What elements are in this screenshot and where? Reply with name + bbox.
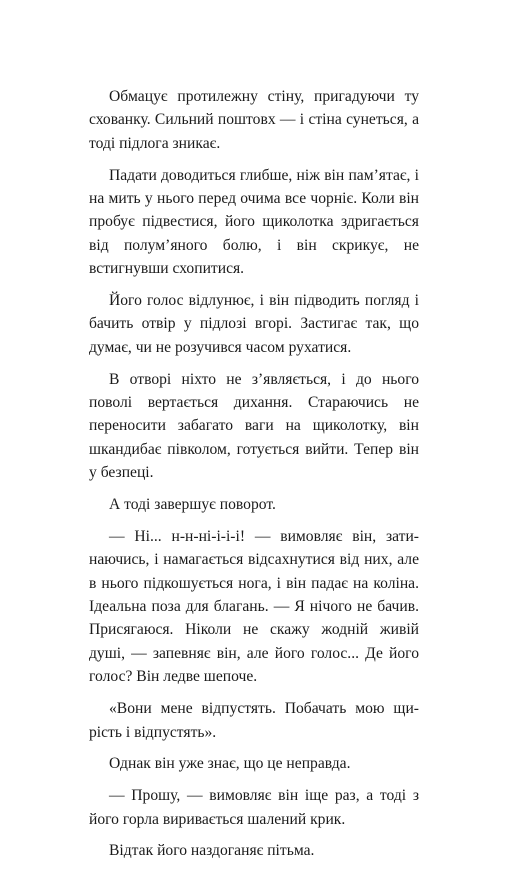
paragraph-10: Відтак його наздоганяє пітьма. [109, 842, 315, 860]
paragraph-2: Падати доводиться глибше, ніж він пам’ятає, і на мить у нього перед очима все чорніє. Коли він пробує підвестися, його щиколотка здригається від полум’яного болю, і він скрикує, не встигнувши схопитися. [89, 166, 419, 278]
paragraph-3: Його голос відлунює, і він підводить погляд і бачить отвір у підлозі вгорі. Застигає так, що думає, чи не розучився часом рухатися. [89, 292, 419, 356]
book-page [89, 85, 419, 871]
paragraph-8: Однак він уже знає, що це неправда. [109, 755, 351, 773]
paragraph-6: — Ні... н-н-ні-і-і-і! — вимовляє він, затинаючись, і намагається відсахнутися від них, але в нього підкошується нога, і він падає на коліна. Ідеальна поза для благань. — Я нічого не бачив. Присягаюся. Ніколи не скажу жодній живій душі, — запевняє він, але його голос... Де його голос? Він ледве шепоче. [89, 527, 419, 686]
paragraph-7: «Вони мене відпустять. Побачать мою щирість і відпустять». [89, 700, 419, 741]
paragraph-9: — Прошу, — вимовляє він іще раз, а тоді з його горла виривається шалений крик. [89, 787, 419, 828]
paragraph-1: Обмацує протилежну стіну, пригадуючи ту схованку. Сильний поштовх — і стіна сунеться, а тоді підлога зникає. [89, 88, 419, 152]
paragraph-4: В отворі ніхто не з’являється, і до нього поволі вертається дихання. Стараючись не переносити забагато ваги на щиколотку, він шкандибає півколом, готується вийти. Тепер він у безпеці. [89, 370, 419, 482]
paragraph-5: А тоді завершує поворот. [109, 496, 276, 514]
